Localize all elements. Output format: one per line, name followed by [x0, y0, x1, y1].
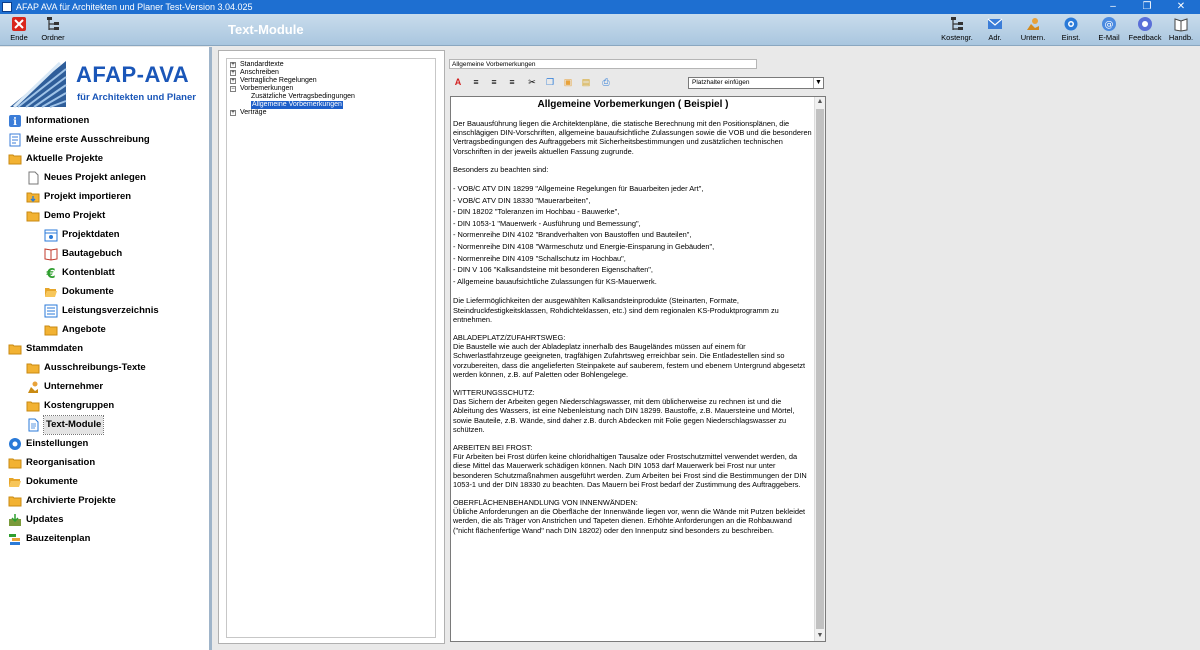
cost-groups-label: Kostengr.: [941, 33, 973, 42]
tender-icon: [8, 133, 22, 147]
logo-title: AFAP-AVA: [76, 62, 190, 87]
settings-label: Einst.: [1061, 33, 1081, 42]
section-oberflaechenbehandlung: [453, 498, 813, 535]
new-document-icon: [26, 171, 40, 185]
folder-open-icon: [44, 285, 58, 299]
section-body: Die Baustelle wie auch der Abladeplatz innerhalb des Baugeländes müssen auf einem für Schwerlastfahrzeuge geeigneten, tragfähigen Zufahrtsweg erreichbar sein. Die Entladestellen sind so vorzubereiten, dass die angelieferten Steinpakete auf sauberem, festem und ebenem Untergrund abgesetzt werden können, z.B. auf Paletten oder Bohlengelege.: [453, 342, 806, 379]
editor-scrollbar[interactable]: [814, 97, 825, 641]
align-center-icon[interactable]: ≡: [491, 77, 497, 87]
app-logo: [8, 59, 198, 109]
feedback-button[interactable]: [1128, 16, 1162, 44]
section-abladeplatz: [453, 333, 813, 379]
section-arbeiten-bei-frost: [453, 443, 813, 489]
email-label: E-Mail: [1098, 33, 1120, 42]
folder-icon: [26, 209, 40, 223]
section-body: Für Arbeiten bei Frost dürfen keine chloridhaltigen Tausalze oder Frostschutzmittel verwendet werden, da diese Mittel das Mauerwerk schädigen können. Nach DIN 1053 darf Mauerwerk bei Frost nur unter besonderen Schutzmaßnahmen ausgeführt werden. Zum Arbeiten bei Frost sind die Bestimmungen der DIN 1053-1 und der DIN 18330 zu beachten. Das Mauern bei Frost bedarf der Zustimmung des Auftraggebers.: [453, 452, 807, 489]
import-folder-icon: [26, 190, 40, 204]
norm-list: [453, 183, 813, 287]
paste-icon[interactable]: ▣: [563, 77, 573, 87]
address-icon: [987, 16, 1003, 32]
scroll-thumb[interactable]: [816, 109, 824, 629]
text-module-tree: + Standardtexte + Anschreiben + Vertragliche Regelungen − Vorbemerkungen Zusätzliche Vertragsbedingungen Allgemeine Vorbemerkungen + Verträge: [226, 58, 436, 638]
email-icon: [1101, 16, 1117, 32]
exit-label: Ende: [10, 33, 28, 42]
intro-paragraph: Der Bauausführung liegen die Architektenpläne, die statische Berechnung mit den Positionsplänen, die einschlägigen DIN-Vorschriften, allgemeine bauaufsichtliche Zulassungen sowie die VOB und die besonderen Vertragsbedingungen des Auftraggebers mit Sicherheitsbestimmungen und zusätzlichen technischen Vorschriften in der jeweils aktuellen Fassung zugrunde.: [453, 119, 812, 156]
minimize-button[interactable]: –: [1110, 1, 1116, 12]
worker-icon: [26, 380, 40, 394]
list-item: - Allgemeine bauaufsichtliche Zulassungen für KS-Mauerwerk.: [453, 276, 657, 286]
scroll-up-icon[interactable]: ▲: [816, 98, 824, 105]
gear-icon: [8, 437, 22, 451]
company-button[interactable]: [1016, 16, 1050, 44]
update-icon: [8, 513, 22, 527]
left-navigation-panel: AFAP-AVA für Architekten und Planer i Informationen Meine erste Ausschreibung Aktuelle Projekte Neues Projekt anlegen Projekt importieren Demo Projekt Projektdaten Bautagebuch € Kontenblatt Dokumente Leistungsverzeichnis Angebote Stammdaten Ausschreibungs-Texte Unternehmer Kostengruppen Text-Module Einstellungen Reorganisation Dokumente Archivierte Projekte Updates Bauzeitenplan: [0, 47, 212, 650]
logo-subtitle: für Architekten und Planer: [77, 92, 196, 103]
folder-icon: [8, 152, 22, 166]
section-body: Übliche Anforderungen an die Oberfläche der Innenwände liegen vor, wenn die Wände mit Putzen bekleidet werden, die als Träger von Anstrichen und Tapeten dienen. Erhöhte Anforderungen an die Rohbauwand ("nicht flächenfertige Wand" nach DIN 18202) oder den Innenputz sind besonders zu beschreiben.: [453, 507, 806, 535]
app-icon: [2, 2, 12, 12]
list-item: - VOB/C ATV DIN 18299 "Allgemeine Regelungen für Bauarbeiten jeder Art",: [453, 184, 704, 194]
rich-text-editor[interactable]: [450, 96, 826, 642]
company-label: Untern.: [1020, 33, 1046, 42]
email-button[interactable]: [1092, 16, 1126, 44]
address-button[interactable]: [978, 16, 1012, 44]
notes-icon[interactable]: ▤: [581, 77, 591, 87]
company-icon: [1025, 16, 1041, 32]
list-item: - Normenreihe DIN 4109 "Schallschutz im Hochbau",: [453, 253, 626, 263]
folder-icon: [8, 342, 22, 356]
section-heading: WITTERUNGSSCHUTZ:: [453, 387, 535, 397]
gantt-icon: [8, 532, 22, 546]
building-logo-icon: [8, 59, 68, 109]
expand-icon[interactable]: +: [231, 70, 235, 76]
page-title: Text-Module: [228, 22, 304, 37]
list-item: - Normenreihe DIN 4108 "Wärmeschutz und Energie-Einsparung in Gebäuden",: [453, 241, 715, 251]
placeholder-select[interactable]: [688, 77, 824, 89]
expand-icon[interactable]: +: [231, 62, 235, 68]
svg-text:@: @: [1104, 20, 1114, 30]
handbook-icon: [1173, 16, 1189, 32]
folder-label: Ordner: [41, 33, 65, 42]
folder-icon: [26, 361, 40, 375]
book-icon: [44, 247, 58, 261]
module-title-input[interactable]: Allgemeine Vorbemerkungen: [449, 59, 757, 69]
window-titlebar: [0, 0, 1200, 14]
address-label: Adr.: [988, 33, 1002, 42]
project-data-icon: [44, 228, 58, 242]
folder-icon: [26, 399, 40, 413]
cut-icon[interactable]: ✂: [528, 77, 536, 87]
section-heading: OBERFLÄCHENBEHANDLUNG VON INNENWÄNDEN:: [453, 498, 638, 508]
folder-icon: [44, 323, 58, 337]
euro-icon: [44, 266, 58, 280]
align-right-icon[interactable]: ≡: [509, 77, 515, 87]
expand-icon[interactable]: +: [231, 78, 235, 84]
cost-groups-icon: [949, 16, 965, 32]
list-item: - DIN V 106 "Kalksandsteine mit besonderen Eigenschaften",: [453, 265, 653, 275]
collapse-icon[interactable]: −: [231, 86, 235, 92]
section-body: Das Sichern der Arbeiten gegen Niederschlagswasser, mit dem üblicherweise zu rechnen ist und die Ableitung des Wassers, ist eine Nebenleistung nach DIN 18299. Baustoffe, z.B. Mauersteine und Mörtel, sowie Bauteile, z.B. Wände, sind daher z.B. durch Abdecken mit Folie gegen Niederschlagswasser zu schützen.: [453, 397, 795, 434]
folder-tree-icon: [45, 16, 61, 32]
list-item: - VOB/C ATV DIN 18330 "Mauerarbeiten",: [453, 195, 591, 205]
section-heading: ABLADEPLATZ/ZUFAHRTSWEG:: [453, 332, 566, 342]
info-icon: [8, 114, 22, 128]
scroll-down-icon[interactable]: ▼: [816, 632, 824, 639]
list-item: - DIN 18202 "Toleranzen im Hochbau - Bauwerke",: [453, 207, 620, 217]
settings-gear-icon: [1063, 16, 1079, 32]
window-title: AFAP AVA für Architekten und Planer Test-Version 3.04.025: [16, 2, 253, 12]
feedback-icon: [1137, 16, 1153, 32]
expand-icon[interactable]: +: [231, 110, 235, 116]
folder-button[interactable]: [36, 16, 70, 44]
section-witterungsschutz: [453, 388, 813, 434]
exit-icon: [11, 16, 27, 32]
list-item: - Normenreihe DIN 4102 "Brandverhalten von Baustoffen und Bauteilen",: [453, 230, 692, 240]
align-left-icon[interactable]: ≡: [473, 77, 479, 87]
folder-icon: [8, 456, 22, 470]
font-color-icon[interactable]: A: [454, 77, 462, 87]
close-window-button[interactable]: ✕: [1176, 1, 1186, 12]
editor-toolbar: [451, 75, 626, 91]
copy-icon[interactable]: ❐: [545, 77, 555, 87]
folder-open-icon: [8, 475, 22, 489]
svg-text:€: €: [46, 267, 56, 280]
liefer-paragraph: Die Liefermöglichkeiten der ausgewählten Kalksandsteinprodukte (Steinarten, Formate, Steindruckfestigkeitsklassen, Rohdichteklassen, etc.) sind dem regionalen KS-Produktprogramm zu entnehmen.: [453, 296, 779, 324]
svg-text:i: i: [13, 117, 17, 128]
settings-button[interactable]: [1054, 16, 1088, 44]
folder-icon: [8, 494, 22, 508]
besonders-paragraph: Besonders zu beachten sind:: [453, 164, 549, 174]
document-heading: Allgemeine Vorbemerkungen ( Beispiel ): [537, 99, 729, 110]
document-body: [453, 99, 813, 544]
section-heading: ARBEITEN BEI FROST:: [453, 443, 533, 452]
cost-groups-button[interactable]: [940, 16, 974, 44]
handbook-button[interactable]: [1164, 16, 1198, 44]
list-icon: [44, 304, 58, 318]
document-icon: [26, 418, 40, 432]
list-item: - DIN 1053-1 "Mauerwerk - Ausführung und Bemessung",: [453, 218, 641, 228]
exit-button[interactable]: [2, 16, 36, 44]
feedback-label: Feedback: [1128, 33, 1162, 42]
placeholder-select-value: Platzhalter einfügen: [692, 79, 750, 86]
handbook-label: Handb.: [1168, 33, 1194, 42]
print-icon[interactable]: ⎙: [602, 77, 610, 87]
chevron-down-icon[interactable]: ▼: [813, 78, 823, 88]
maximize-button[interactable]: ❐: [1142, 1, 1152, 12]
